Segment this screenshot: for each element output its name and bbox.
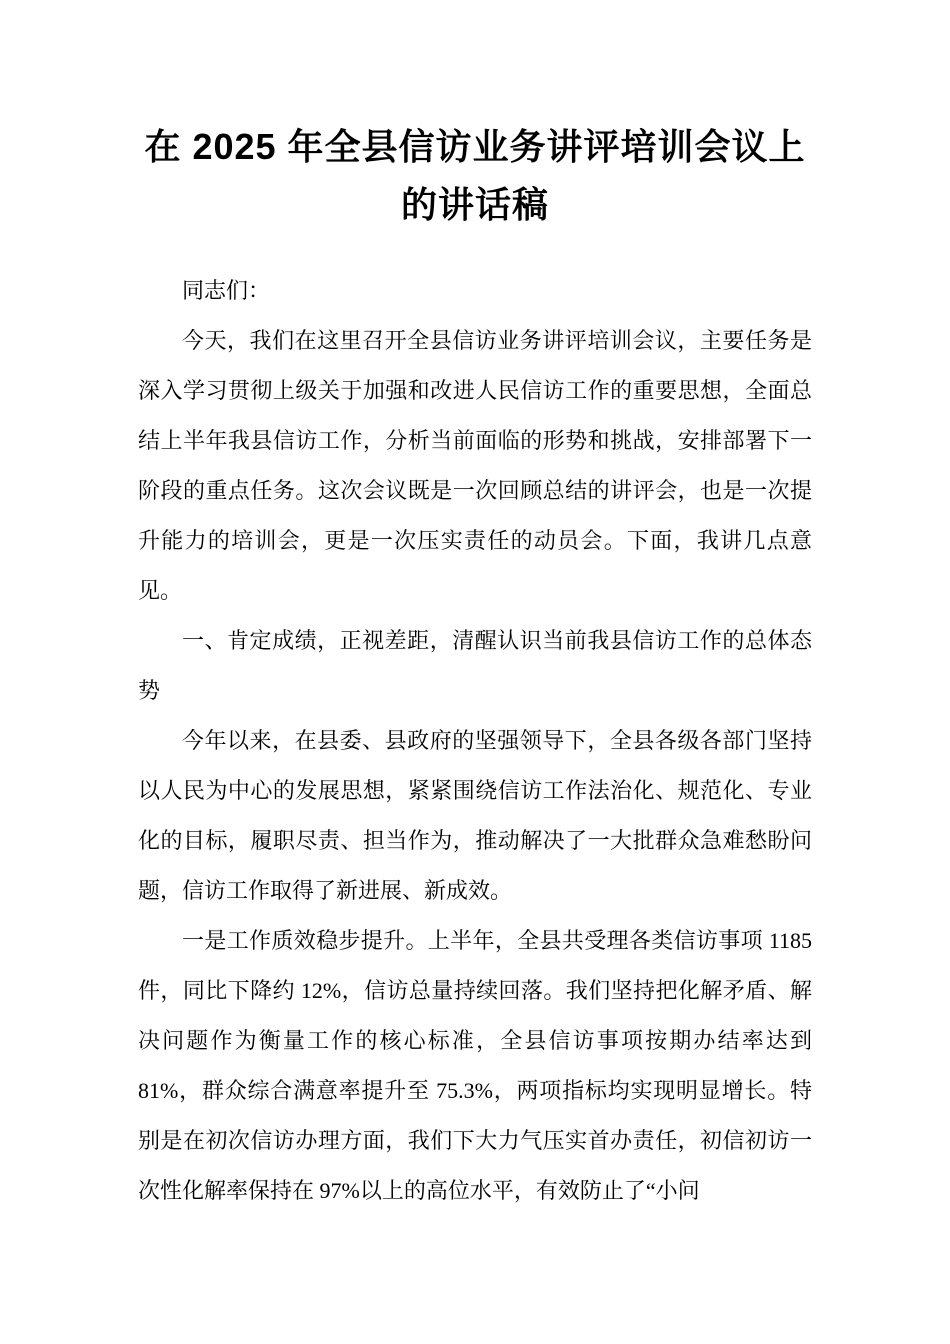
section-one-heading: 一、肯定成绩，正视差距，清醒认识当前我县信访工作的总体态势: [138, 628, 812, 703]
salutation-paragraph: 同志们：: [182, 278, 271, 303]
document-body: [138, 266, 812, 1216]
document-title: 在 2025 年全县信访业务讲评培训会议上的讲话稿: [144, 126, 806, 225]
opening-paragraph: 今天，我们在这里召开全县信访业务讲评培训会议，主要任务是深入学习贯彻上级关于加强和改进人民信访工作的重要思想，全面总结上半年我县信访工作，分析当前面临的形势和挑战，安排部署下一阶段的重点任务。这次会议既是一次回顾总结的讲评会，也是一次提升能力的培训会，更是一次压实责任的动员会。下面，我讲几点意见。: [138, 328, 812, 603]
work-quality-paragraph: 一是工作质效稳步提升。上半年，全县共受理各类信访事项 1185 件，同比下降约 12%，信访总量持续回落。我们坚持把化解矛盾、解决问题作为衡量工作的核心标准，全县信访事项按期办结率达到 81%，群众综合满意率提升至 75.3%，两项指标均实现明显增长。特别是在初次信访办理方面，我们下大力气压实首办责任，初信初访一次性化解率保持在 97%以上的高位水平，有效防止了“小问: [138, 928, 812, 1203]
section-one-overview-paragraph: 今年以来，在县委、县政府的坚强领导下，全县各级各部门坚持以人民为中心的发展思想，紧紧围绕信访工作法治化、规范化、专业化的目标，履职尽责、担当作为，推动解决了一大批群众急难愁盼问题，信访工作取得了新进展、新成效。: [138, 728, 812, 903]
